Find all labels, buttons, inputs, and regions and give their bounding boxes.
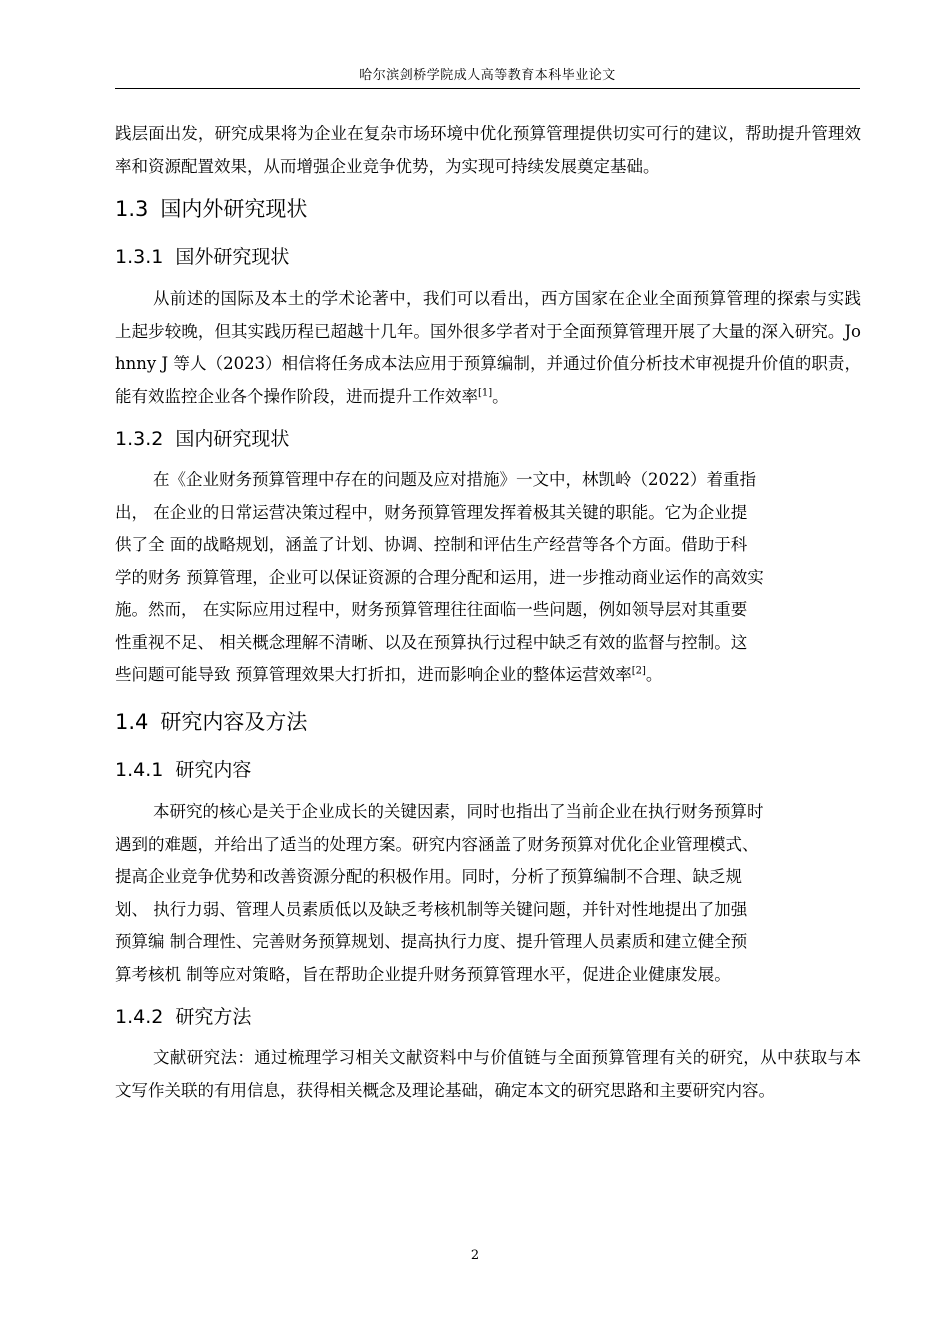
text-line: 出， 在企业的日常运营决策过程中，财务预算管理发挥着极其关键的职能。它为企业提 <box>115 502 748 522</box>
subsection-heading-1-3-1 <box>115 242 289 269</box>
page-number: 2 <box>470 1248 480 1263</box>
text-line: 些问题可能导致 预算管理效果大打折扣，进而影响企业的整体运营效率 <box>115 665 632 684</box>
text-line: 本研究的核心是关于企业成长的关键因素，同时也指出了当前企业在执行财务预算时 <box>153 802 764 821</box>
paragraph-end: 。 <box>645 665 663 684</box>
paragraph-domestic-research <box>115 464 861 692</box>
header-divider <box>115 88 860 89</box>
subsection-heading-1-3-2 <box>115 424 289 451</box>
section-number: 1.4 <box>115 710 149 734</box>
text-line: 算考核机 制等应对策略，旨在帮助企业提升财务预算管理水平，促进企业健康发展。 <box>115 964 731 984</box>
text-line: 学的财务 预算管理，企业可以保证资源的合理分配和运用，进一步推动商业运作的高效实 <box>115 567 764 587</box>
text-line: 提高企业竞争优势和改善资源分配的积极作用。同时，分析了预算编制不合理、缺乏规 <box>115 867 742 886</box>
subsection-title: 研究方法 <box>175 1006 252 1028</box>
subsection-title: 国内研究现状 <box>175 428 290 450</box>
text-line: 预算编 制合理性、完善财务预算规划、提高执行力度、提升管理人员素质和建立健全预 <box>115 932 748 951</box>
section-title: 国内外研究现状 <box>160 197 308 221</box>
subsection-title: 国外研究现状 <box>175 246 290 268</box>
subsection-number: 1.4.2 <box>115 1006 164 1028</box>
paragraph-end: 。 <box>492 386 509 406</box>
citation-ref: [2] <box>631 665 646 677</box>
text-line: 在《企业财务预算管理中存在的问题及应对措施》一文中，林凯岭（2022）着重指 <box>153 470 756 489</box>
text-line: 遇到的难题，并给出了适当的处理方案。研究内容涵盖了财务预算对优化企业管理模式、 <box>115 834 759 854</box>
section-heading-1-4 <box>115 706 307 736</box>
text-line-last <box>115 659 861 692</box>
text-line: 供了全 面的战略规划，涵盖了计划、协调、控制和评估生产经营等各个方面。借助于科 <box>115 535 748 554</box>
subsection-number: 1.3.1 <box>115 246 164 268</box>
section-number: 1.3 <box>115 197 149 221</box>
subsection-number: 1.3.2 <box>115 428 164 450</box>
section-title: 研究内容及方法 <box>160 710 308 734</box>
text-line: 施。然而， 在实际应用过程中，财务预算管理往往面临一些问题，例如领导层对其重要 <box>115 600 748 619</box>
running-header: 哈尔滨剑桥学院成人高等教育本科毕业论文 <box>359 68 616 83</box>
paragraph-foreign-research <box>115 283 861 413</box>
subsection-number: 1.4.1 <box>115 759 164 781</box>
paragraph-research-method: 文献研究法：通过梳理学习相关文献资料中与价值链与全面预算管理有关的研究，从中获取与本文写作关联的有用信息，获得相关概念及理论基础，确定本文的研究思路和主要研究内容。 <box>115 1048 861 1100</box>
paragraph-research-content <box>115 796 861 991</box>
text-line: 性重视不足、 相关概念理解不清晰、以及在预算执行过程中缺乏有效的监督与控制。这 <box>115 632 748 652</box>
paragraph-continuation: 践层面出发，研究成果将为企业在复杂市场环境中优化预算管理提供切实可行的建议，帮助提升管理效率和资源配置效果，从而增强企业竞争优势，为实现可持续发展奠定基础。 <box>115 124 861 176</box>
subsection-heading-1-4-1 <box>115 755 251 782</box>
section-heading-1-3 <box>115 193 307 223</box>
citation-ref: [1] <box>478 387 493 398</box>
paragraph-text: 从前述的国际及本土的学术论著中，我们可以看出，西方国家在企业全面预算管理的探索与实践上起步较晚，但其实践历程已超越十几年。国外很多学者对于全面预算管理开展了大量的深入研究。Johnny J 等人（2023）相信将任务成本法应用于预算编制，并通过价值分析技术审视提升价值的职责，能有效监控企业各个操作阶段，进而提升工作效率 <box>115 289 861 406</box>
subsection-heading-1-4-2 <box>115 1002 251 1029</box>
text-line: 划、 执行力弱、管理人员素质低以及缺乏考核机制等关键问题，并针对性地提出了加强 <box>115 899 748 919</box>
subsection-title: 研究内容 <box>175 759 252 781</box>
